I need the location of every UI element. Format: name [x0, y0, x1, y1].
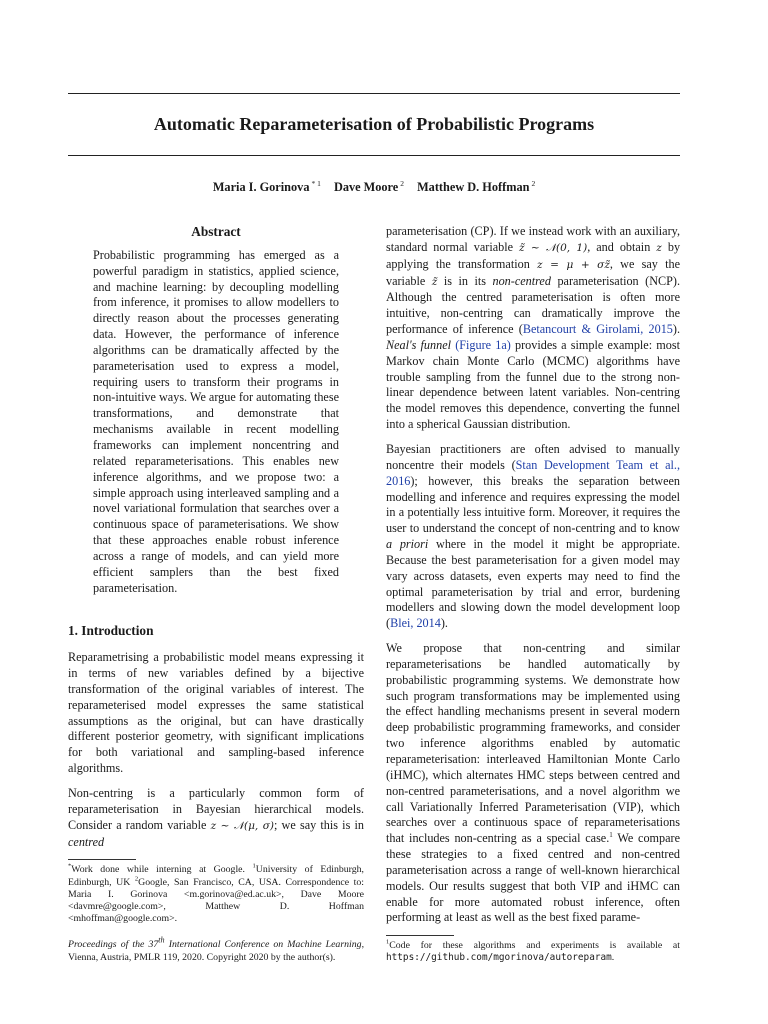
code-url-link[interactable]: https://github.com/mgorinova/autoreparam: [386, 952, 612, 964]
author-2: Dave Moore $^2$: [333, 179, 404, 194]
footnote-rule: [68, 859, 136, 860]
footnote-marker-1: 1: [609, 831, 613, 840]
intro-heading: 1. Introduction: [68, 623, 154, 639]
math-z-tilde-normal: z̃ ∼ 𝒩(0, 1): [519, 241, 588, 254]
right-paragraph-3: We propose that non-centring and similar reparameterisations be handled automatically by probabilistic programming systems. We demonstrate how such program transformations may be implemented using the effect handling mechanisms present in several modern deep probabilistic programming frameworks, and consider two inference algorithms enabled by automatic reparameterisation: interleaved Hamiltonian Monte Carlo (iHMC), which alternates HMC steps between centred and non-centred parameterisations, and a novel algorithm we call Variationally Inferred Parameterisation (VIP), which searches over a continuous space of reparameterisations that includes non-centring as a special case.$^1$ We compare these strategies to a fixed centred and non-centred parameterisation across a range of well-known hierarchical models. Our results suggest that both VIP and iHMC can enable for more automated robust inference, often performing at least as well as the best fixed parame-: [386, 641, 680, 925]
citation-betancourt[interactable]: Betancourt & Girolami, 2015: [522, 322, 673, 337]
top-rule: [68, 93, 680, 94]
affiliation-footnote: *Work done while interning at Google. $^1$University of Edinburgh, Edinburgh, UK $^2$Google, San Francisco, CA, USA. Correspondence to: Maria I. Gorinova <m.gorinova@ed.ac.uk>, Dave Moore <davmre@google.com>, Matthew D. Hoffman <mhoffman@google.com>.: [68, 863, 364, 925]
figure-link-1a[interactable]: (Figure 1a): [455, 337, 511, 352]
right-footnote-rule: [386, 935, 454, 936]
citation-stan[interactable]: Stan Development Team et al., 2016: [386, 457, 680, 488]
author-1: Maria I. Gorinova $^{* 1}$: [212, 179, 321, 194]
right-paragraph-2: Bayesian practitioners are often advised to manually noncentre their models (Stan Development Team et al., 2016); however, this breaks the separation between modelling and inference and requires expressing the model in a potentially less intuitive form. Moreover, it requires the user to understand the concept of non-centring and to know a priori where in the model it might be appropriate. Because the best parameterisation for a given model may vary across datasets, even experts may need to find the optimal parameterisation by trial and error, burdening modellers and slowing down the model development loop (Blei, 2014).: [386, 441, 681, 631]
author-list: [68, 180, 680, 195]
left-column: [68, 224, 364, 964]
math-transformation: z = μ + σz̃: [537, 258, 610, 271]
intro-paragraph-2: Non-centring is a particularly common form of reparameterisation in Bayesian hierarchical models. Consider a random variable z ∼ 𝒩(μ, σ); we say this is in centred: [68, 786, 364, 849]
intro-paragraph-1: Reparametrising a probabilistic model means expressing it in terms of new variables defined by a bijective transformation of the original variables of interest. The reparameterised model expresses the same statistical assumptions as the original, but can have drastically different posterior geometry, with significant implications for both variational and sampling-based inference algorithms.: [68, 650, 364, 776]
right-paragraph-1: parameterisation (CP). If we instead work with an auxiliary, standard normal variable z̃ ∼ 𝒩(0, 1), and obtain z by applying the transformation z = μ + σz̃, we say the variable z̃ is in its non-centred parameterisation (NCP). Although the centred parameterisation is often more intuitive, non-centring can dramatically improve the performance of inference (Betancourt & Girolami, 2015). Neal's funnel (Figure 1a) provides a simple example: most Markov chain Monte Carlo (MCMC) algorithms have trouble sampling from the funnel due to the strong non-linear dependence between latent variables. Non-centring the model removes this dependence, converting the funnel into a spherical Gaussian distribution.: [386, 224, 681, 432]
author-3: Matthew D. Hoffman $^2$: [417, 179, 536, 194]
citation-blei[interactable]: Blei, 2014: [390, 616, 441, 631]
proceedings-note: Proceedings of the 37th International Conference on Machine Learning, Vienna, Austria, PMLR 119, 2020. Copyright 2020 by the author(s).: [68, 936, 365, 963]
paper-title: Automatic Reparameterisation of Probabilistic Programs: [153, 114, 595, 134]
right-column: [386, 224, 680, 974]
math-z-normal: z ∼ 𝒩(μ, σ): [210, 819, 274, 832]
abstract-text: Probabilistic programming has emerged as a powerful paradigm in statistics, applied science, and machine learning: by decoupling modelling from inference, it promises to allow modellers to directly reason about the processes generating data. However, the performance of inference algorithms can be dramatically affected by the parameterisation used to express a model, requiring users to transform their programs in non-intuitive ways. We argue for automating these transformations, and demonstrate that mechanisms available in recent modelling frameworks can implement noncentring and related reparameterisations. This enables new inference algorithms, and we propose two: a simple approach using interleaved sampling and a novel variational formulation that searches over a continuous space of parameterisations. We show that these approaches enable robust inference across a range of models, and can yield more efficient samplers than the best fixed parameterisation.: [93, 247, 339, 595]
abstract-heading: Abstract: [191, 224, 241, 239]
title-rule: [68, 155, 680, 156]
code-footnote: $^1$Code for these algorithms and experiments is available at https://github.com/mgorinova/autoreparam.: [386, 939, 680, 964]
